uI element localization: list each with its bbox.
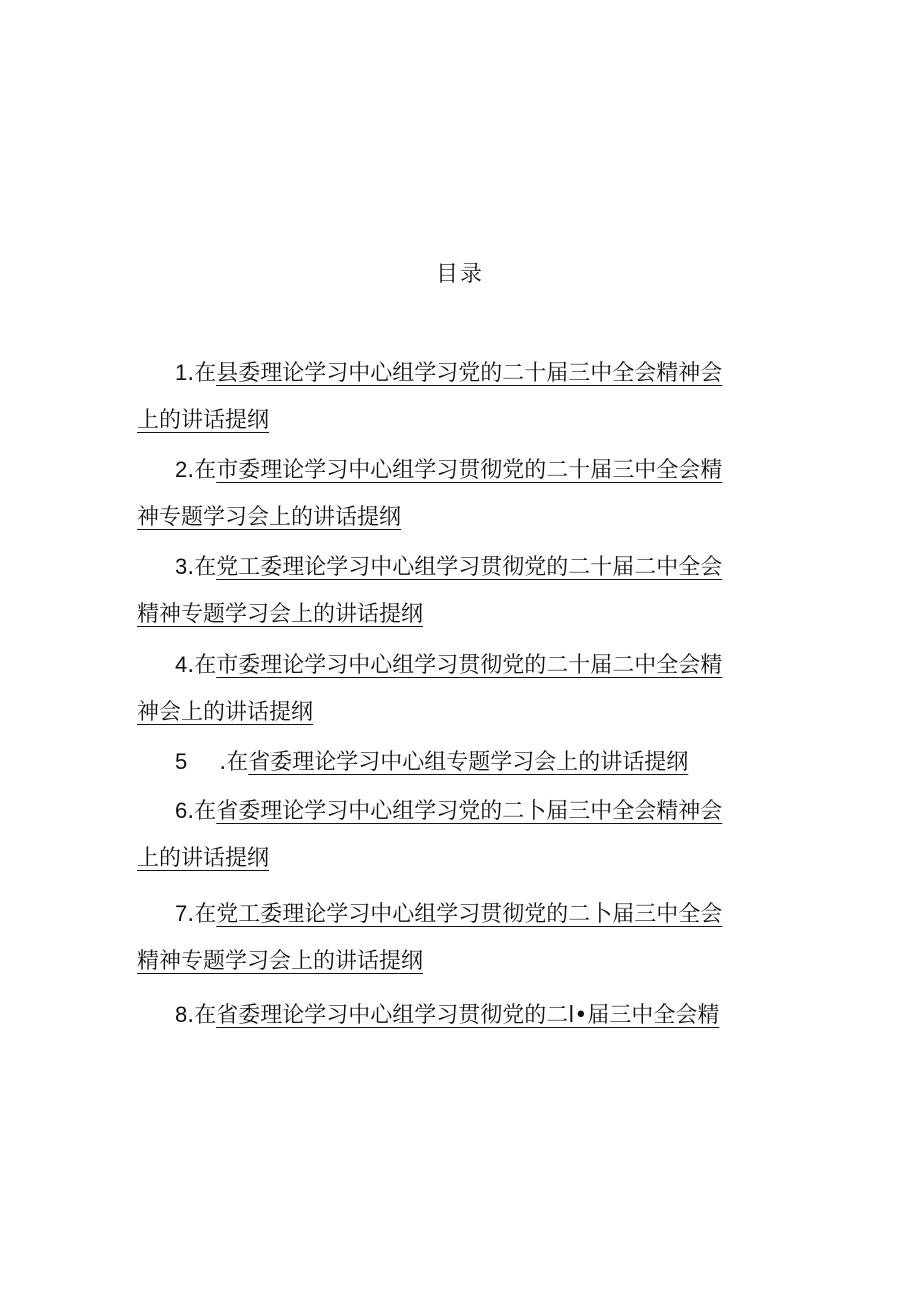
- entry-link[interactable]: 党工委理论学习中心组学习贯彻党的二十届二中全会: [216, 555, 723, 580]
- entry-separator: .: [187, 555, 195, 580]
- entry-separator: .: [187, 653, 195, 678]
- entry-prefix: 在: [194, 799, 217, 824]
- entry-link-continued[interactable]: 上的讲话提纲: [137, 846, 270, 871]
- entry-link[interactable]: 市委理论学习中心组学习贯彻党的二十届三中全会精: [216, 458, 723, 483]
- entry-number: 1: [175, 360, 188, 385]
- entry-link-continued[interactable]: 精神专题学习会上的讲话提纲: [137, 602, 424, 627]
- entry-link-continued[interactable]: 神会上的讲话提纲: [137, 700, 314, 725]
- entry-number: 2: [175, 457, 188, 482]
- entry-prefix: 在: [194, 361, 217, 386]
- entry-separator: .: [187, 361, 195, 386]
- toc-entry-3[interactable]: [137, 543, 777, 639]
- toc-entry-2[interactable]: [137, 446, 777, 542]
- entry-link[interactable]: 县委理论学习中心组学习党的二十届三中全会精神会: [216, 361, 723, 386]
- entry-number: 8: [175, 1002, 188, 1027]
- entry-link-continued[interactable]: 精神专题学习会上的讲话提纲: [137, 949, 424, 974]
- entry-number: 4: [175, 652, 188, 677]
- entry-link[interactable]: 省委理论学习中心组学习党的二卜届三中全会精神会: [216, 799, 723, 824]
- entry-separator: .: [187, 902, 195, 927]
- entry-link-continued[interactable]: 神专题学习会上的讲话提纲: [137, 505, 402, 530]
- entry-separator: .: [187, 799, 195, 824]
- entry-prefix: 在: [226, 750, 249, 775]
- toc-title: 目录: [435, 262, 484, 287]
- entry-prefix: 在: [194, 458, 217, 483]
- entry-prefix: 在: [194, 902, 217, 927]
- entry-number: 5: [175, 749, 188, 774]
- entry-number: 3: [175, 554, 188, 579]
- entry-link-continued[interactable]: 上的讲话提纲: [137, 408, 270, 433]
- entry-number: 6: [175, 798, 188, 823]
- entry-number: 7: [175, 901, 188, 926]
- toc-entry-6[interactable]: [137, 787, 777, 883]
- entry-prefix: 在: [194, 555, 217, 580]
- entry-separator: .: [219, 750, 227, 775]
- toc-entry-8[interactable]: [137, 991, 777, 1039]
- entry-link[interactable]: 市委理论学习中心组学习贯彻党的二十届二中全会精: [216, 653, 723, 678]
- entry-separator: .: [187, 458, 195, 483]
- entry-link[interactable]: 省委理论学习中心组专题学习会上的讲话提纲: [248, 750, 689, 775]
- entry-prefix: 在: [194, 653, 217, 678]
- entry-link[interactable]: 省委理论学习中心组学习贯彻党的二l•届三中全会精: [216, 1003, 720, 1028]
- toc-entry-1[interactable]: [137, 349, 777, 445]
- toc-entry-5[interactable]: [137, 738, 777, 786]
- entry-prefix: 在: [194, 1003, 217, 1028]
- toc-entry-4[interactable]: [137, 641, 777, 737]
- entry-separator: .: [187, 1003, 195, 1028]
- toc-entry-7[interactable]: [137, 890, 777, 986]
- entry-link[interactable]: 党工委理论学习中心组学习贯彻党的二卜届三中全会: [216, 902, 723, 927]
